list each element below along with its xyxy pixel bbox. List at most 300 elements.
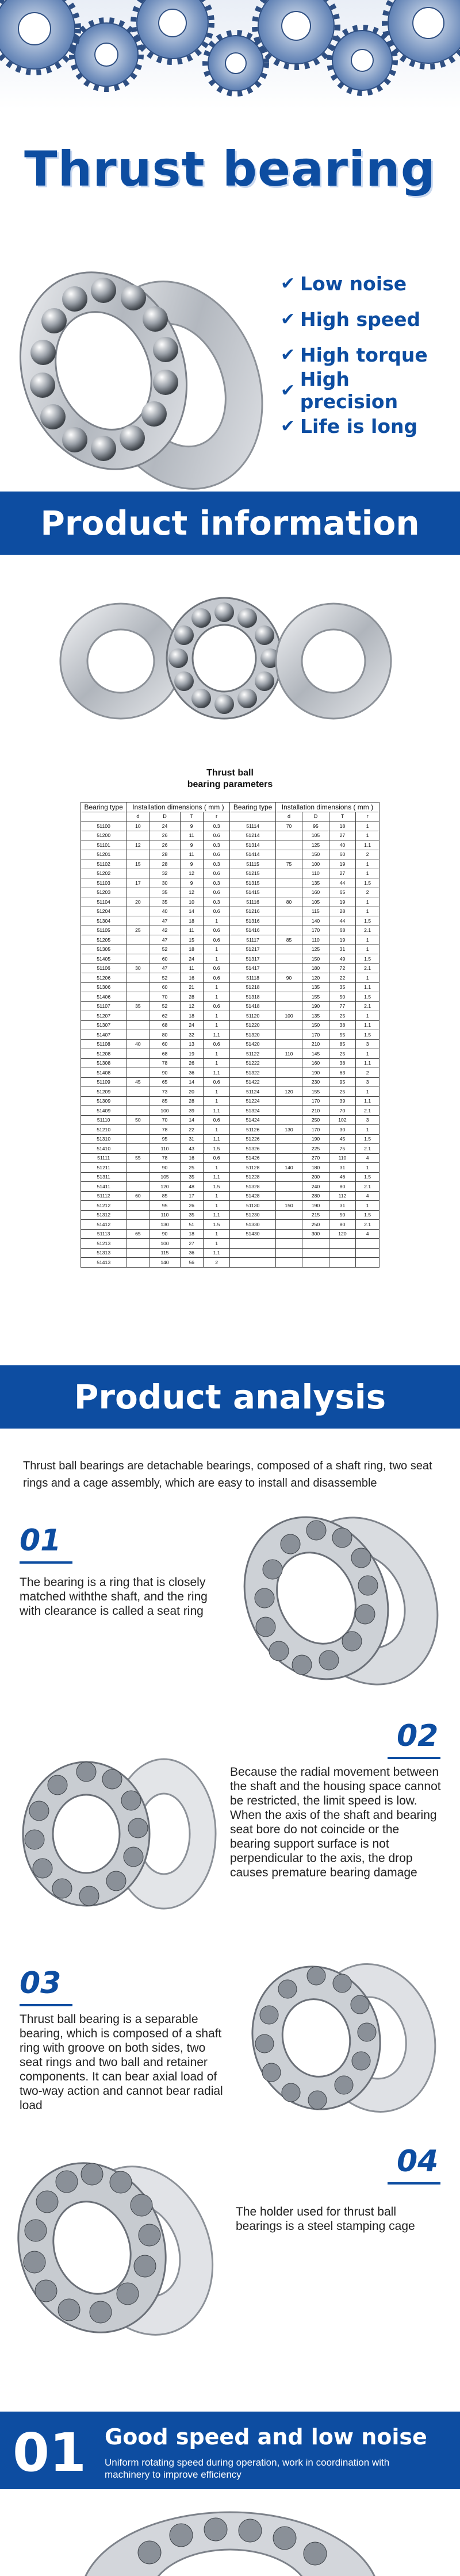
table-row	[81, 916, 379, 926]
dimension-cell: 40	[329, 840, 355, 850]
dimension-cell: 85	[150, 1191, 180, 1201]
dimension-cell: 35	[150, 897, 180, 907]
bearing-type-cell: 51107	[81, 1001, 126, 1011]
dimension-cell: 2	[203, 1258, 230, 1268]
dimension-cell	[126, 1068, 150, 1078]
dimension-cell: 24	[180, 1020, 203, 1030]
number-underline	[20, 1561, 72, 1564]
bearing-type-cell: 51113	[81, 1229, 126, 1239]
dimension-cell: 150	[302, 850, 329, 859]
bearing-type-cell: 51128	[230, 1163, 275, 1173]
dimension-cell: 52	[150, 973, 180, 983]
table-row	[81, 926, 379, 935]
dimension-cell: 51	[180, 1220, 203, 1230]
column-header: D	[302, 812, 329, 821]
column-header: T	[329, 812, 355, 821]
dimension-cell	[275, 992, 302, 1002]
bearing-type-cell: 51316	[230, 916, 275, 926]
dimension-cell: 270	[302, 1153, 329, 1163]
point-description: The bearing is a ring that is closely matched withthe shaft, and the ring with clearance is called a seat ring	[20, 1576, 208, 1618]
dimension-cell: 150	[302, 1020, 329, 1030]
bearing-type-cell	[230, 1248, 275, 1258]
dimension-cell	[275, 869, 302, 878]
dimension-cell: 20	[126, 897, 150, 907]
bearing-type-cell: 51305	[81, 945, 126, 954]
column-header: Installation dimensions ( mm )	[275, 803, 379, 812]
dimension-cell	[275, 1134, 302, 1144]
bearing-type-cell: 51208	[81, 1049, 126, 1059]
table-row	[81, 1229, 379, 1239]
dimension-cell: 18	[180, 1011, 203, 1021]
bearing-type-cell: 51217	[230, 945, 275, 954]
dimension-cell: 3	[356, 1115, 379, 1125]
feature-item	[281, 337, 453, 373]
dimension-cell	[275, 1068, 302, 1078]
dimension-cell	[275, 1182, 302, 1192]
bearing-type-cell: 51407	[81, 1030, 126, 1040]
dimension-cell	[275, 1144, 302, 1154]
dimension-cell: 19	[329, 897, 355, 907]
dimension-cell: 52	[150, 1001, 180, 1011]
table-row	[81, 1201, 379, 1211]
dimension-cell: 75	[275, 859, 302, 869]
dimension-cell: 1	[203, 1087, 230, 1097]
dimension-cell	[275, 926, 302, 935]
dimension-cell	[126, 869, 150, 878]
dimension-cell: 31	[329, 1201, 355, 1211]
table-caption-line1: Thrust ball	[206, 768, 254, 778]
dimension-cell: 72	[329, 963, 355, 973]
section-title: Product information	[40, 504, 420, 543]
dimension-cell: 0.3	[203, 821, 230, 831]
dimension-cell: 9	[180, 821, 203, 831]
dimension-cell: 35	[180, 1172, 203, 1182]
dimension-cell: 90	[150, 1229, 180, 1239]
dimension-cell: 1	[356, 945, 379, 954]
dimension-cell: 1	[203, 992, 230, 1002]
point-number: 03	[20, 1966, 62, 2001]
dimension-cell: 31	[180, 1134, 203, 1144]
dimension-cell: 60	[150, 982, 180, 992]
bearing-angled-image	[230, 1506, 448, 1696]
bearing-type-cell: 51312	[81, 1210, 126, 1220]
dimension-cell	[275, 1229, 302, 1239]
dimension-cell: 120	[329, 1229, 355, 1239]
bearing-type-cell: 51224	[230, 1096, 275, 1106]
dimension-cell: 9	[180, 840, 203, 850]
dimension-cell: 85	[275, 935, 302, 945]
dimension-cell: 100	[150, 1239, 180, 1249]
dimension-cell	[126, 888, 150, 897]
dimension-cell: 24	[180, 954, 203, 964]
bearing-type-cell: 51330	[230, 1220, 275, 1230]
dimension-cell: 78	[150, 1058, 180, 1068]
bearing-exploded-image	[12, 1748, 224, 1920]
dimension-cell: 18	[180, 1229, 203, 1239]
bearing-type-cell: 51409	[81, 1106, 126, 1116]
dimension-cell	[275, 954, 302, 964]
dimension-cell: 78	[150, 1153, 180, 1163]
table-row	[81, 1096, 379, 1106]
dimension-cell	[356, 1248, 379, 1258]
dimension-cell: 49	[329, 954, 355, 964]
dimension-cell: 1.5	[203, 1144, 230, 1154]
dimension-cell: 1.1	[356, 840, 379, 850]
feature-item	[281, 368, 453, 413]
dimension-cell: 56	[180, 1258, 203, 1268]
dimension-cell: 100	[302, 859, 329, 869]
dimension-cell: 1	[203, 1229, 230, 1239]
dimension-cell: 70	[150, 992, 180, 1002]
column-header: Bearing type	[230, 803, 275, 812]
dimension-cell: 32	[150, 869, 180, 878]
column-header: r	[203, 812, 230, 821]
dimension-cell: 230	[302, 1077, 329, 1087]
dimension-cell: 1.1	[356, 1020, 379, 1030]
dimension-cell: 68	[150, 1049, 180, 1059]
bearing-type-cell: 51424	[230, 1115, 275, 1125]
dimension-cell	[126, 1258, 150, 1268]
dimension-cell	[126, 907, 150, 916]
dimension-cell: 31	[329, 945, 355, 954]
dimension-cell: 52	[150, 945, 180, 954]
dimension-cell: 1.1	[203, 1172, 230, 1182]
dimension-cell	[275, 888, 302, 897]
table-row	[81, 897, 379, 907]
dimension-cell: 0.6	[203, 869, 230, 878]
dimension-cell: 16	[180, 1153, 203, 1163]
dimension-cell: 21	[180, 982, 203, 992]
table-row	[81, 1058, 379, 1068]
dimension-cell: 38	[329, 1020, 355, 1030]
bearing-type-cell: 51126	[230, 1125, 275, 1135]
bearing-type-cell: 51207	[81, 1011, 126, 1021]
dimension-cell: 1	[203, 982, 230, 992]
dimension-cell: 43	[180, 1144, 203, 1154]
dimension-cell: 240	[302, 1182, 329, 1192]
bearing-type-cell: 51320	[230, 1030, 275, 1040]
bearing-type-cell: 51104	[81, 897, 126, 907]
dimension-cell: 190	[302, 1134, 329, 1144]
feature-label: Low noise	[300, 272, 407, 295]
dimension-cell	[302, 1239, 329, 1249]
dimension-cell: 190	[302, 1001, 329, 1011]
bearing-type-cell: 51206	[81, 973, 126, 983]
dimension-cell: 27	[329, 831, 355, 840]
dimension-cell: 55	[329, 1030, 355, 1040]
dimension-cell: 39	[180, 1106, 203, 1116]
dimension-cell	[302, 1248, 329, 1258]
dimension-cell: 63	[329, 1068, 355, 1078]
dimension-cell: 26	[180, 1058, 203, 1068]
dimension-cell	[126, 1030, 150, 1040]
dimension-cell	[275, 850, 302, 859]
bearing-type-cell: 51112	[81, 1191, 126, 1201]
table-row	[81, 1220, 379, 1230]
dimension-cell: 105	[302, 897, 329, 907]
dimension-cell: 85	[150, 1096, 180, 1106]
dimension-cell: 0.6	[203, 963, 230, 973]
dimension-cell: 30	[126, 963, 150, 973]
dimension-cell: 1.1	[203, 1248, 230, 1258]
dimension-cell: 65	[126, 1229, 150, 1239]
dimension-cell: 1	[203, 954, 230, 964]
check-icon: ✔	[281, 380, 296, 401]
dimension-cell: 135	[302, 878, 329, 888]
dimension-cell: 1.5	[356, 916, 379, 926]
dimension-cell: 45	[329, 1134, 355, 1144]
dimension-cell: 28	[150, 859, 180, 869]
dimension-cell	[275, 1058, 302, 1068]
dimension-cell: 225	[302, 1144, 329, 1154]
bearing-type-cell: 51122	[230, 1049, 275, 1059]
column-header	[230, 812, 275, 821]
dimension-cell: 14	[180, 1115, 203, 1125]
dimension-cell: 60	[329, 850, 355, 859]
analysis-intro: Thrust ball bearings are detachable bearings, composed of a shaft ring, two seat rings and a cage assembly, which are easy to install and disassemble	[23, 1460, 432, 1489]
dimension-cell	[275, 1030, 302, 1040]
dimension-cell: 1.1	[356, 1096, 379, 1106]
point-description: The holder used for thrust ball bearings is a steel stamping cage	[236, 2205, 415, 2233]
dimension-cell	[275, 1020, 302, 1030]
dimension-cell: 50	[126, 1115, 150, 1125]
dimension-cell: 50	[329, 1210, 355, 1220]
dimension-cell: 0.6	[203, 935, 230, 945]
dimension-cell: 95	[302, 821, 329, 831]
table-body	[81, 821, 379, 1268]
dimension-cell	[275, 1248, 302, 1258]
dimension-cell: 1	[203, 1020, 230, 1030]
dimension-cell: 95	[150, 1134, 180, 1144]
dimension-cell: 2.1	[356, 926, 379, 935]
bearing-type-cell: 51314	[230, 840, 275, 850]
table-row	[81, 1106, 379, 1116]
table-row	[81, 1068, 379, 1078]
table-row	[81, 935, 379, 945]
dimension-cell: 10	[126, 821, 150, 831]
bearing-parameters-table	[80, 802, 379, 1268]
bearing-type-cell: 51204	[81, 907, 126, 916]
dimension-cell: 28	[329, 907, 355, 916]
dimension-cell: 20	[180, 1087, 203, 1097]
dimension-cell: 160	[302, 888, 329, 897]
table-row	[81, 1001, 379, 1011]
bearing-type-cell: 51215	[230, 869, 275, 878]
dimension-cell	[126, 1087, 150, 1097]
dimension-cell: 65	[150, 1077, 180, 1087]
bearing-type-cell: 51216	[230, 907, 275, 916]
bearing-type-cell: 51213	[81, 1239, 126, 1249]
advantage-number: 01	[13, 2422, 87, 2483]
dimension-cell: 12	[126, 840, 150, 850]
point-description: Because the radial movement between the shaft and the housing space cannot be restricted, the limit speed is low. When the axis of the shaft and bearing seat bore do not coincide or the bearing support surface is not perpendicular to the axis, the drop causes premature bearing damage	[230, 1765, 441, 1879]
dimension-cell	[275, 1220, 302, 1230]
dimension-cell: 17	[126, 878, 150, 888]
dimension-cell: 60	[150, 1039, 180, 1049]
dimension-cell: 125	[302, 840, 329, 850]
page-title: Thrust bearing	[24, 141, 436, 197]
dimension-cell: 0.6	[203, 1039, 230, 1049]
dimension-cell: 100	[150, 1106, 180, 1116]
dimension-cell: 68	[329, 926, 355, 935]
dimension-cell: 19	[329, 935, 355, 945]
dimension-cell: 25	[126, 926, 150, 935]
table-row	[81, 992, 379, 1002]
dimension-cell: 110	[302, 869, 329, 878]
table-row	[81, 1239, 379, 1249]
dimension-cell: 15	[180, 935, 203, 945]
dimension-cell: 44	[329, 916, 355, 926]
dimension-cell: 1	[356, 1201, 379, 1211]
dimension-cell	[302, 1258, 329, 1268]
dimension-cell: 1.1	[203, 1134, 230, 1144]
dimension-cell	[126, 916, 150, 926]
dimension-cell: 3	[356, 1039, 379, 1049]
dimension-cell	[126, 954, 150, 964]
dimension-cell	[275, 1210, 302, 1220]
table-row	[81, 973, 379, 983]
bearing-type-cell: 51118	[230, 973, 275, 983]
dimension-cell: 25	[329, 1011, 355, 1021]
dimension-cell: 28	[150, 850, 180, 859]
feature-list	[281, 266, 453, 444]
dimension-cell: 38	[329, 1058, 355, 1068]
advantage-subtitle: Uniform rotating speed during operation, work in coordination with machinery to improve efficiency	[105, 2457, 390, 2480]
dimension-cell: 4	[356, 1229, 379, 1239]
dimension-cell: 1	[356, 869, 379, 878]
dimension-cell: 110	[150, 1210, 180, 1220]
dimension-cell: 1	[203, 916, 230, 926]
dimension-cell: 80	[329, 1220, 355, 1230]
table-row	[81, 954, 379, 964]
dimension-cell	[126, 1106, 150, 1116]
table-row	[81, 878, 379, 888]
hero-section	[0, 0, 460, 517]
bearing-type-cell: 51322	[230, 1068, 275, 1078]
dimension-cell	[275, 831, 302, 840]
dimension-cell: 1	[203, 945, 230, 954]
dimension-cell: 24	[150, 821, 180, 831]
dimension-cell: 60	[150, 954, 180, 964]
dimension-cell: 55	[126, 1153, 150, 1163]
bearing-type-cell: 51410	[81, 1144, 126, 1154]
table-row	[81, 850, 379, 859]
dimension-cell: 80	[275, 897, 302, 907]
dimension-cell: 1	[203, 1011, 230, 1021]
dimension-cell: 1.1	[356, 1058, 379, 1068]
dimension-cell: 50	[329, 992, 355, 1002]
dimension-cell: 2.1	[356, 1106, 379, 1116]
dimension-cell: 14	[180, 907, 203, 916]
dimension-cell: 18	[180, 945, 203, 954]
dimension-cell: 11	[180, 831, 203, 840]
dimension-cell: 0.3	[203, 897, 230, 907]
column-header: d	[275, 812, 302, 821]
bearing-type-cell: 51415	[230, 888, 275, 897]
bearing-type-cell: 51108	[81, 1039, 126, 1049]
dimension-cell: 35	[150, 888, 180, 897]
bearing-type-cell: 51406	[81, 992, 126, 1002]
bearing-type-cell: 51417	[230, 963, 275, 973]
table-row	[81, 840, 379, 850]
dimension-cell: 170	[302, 926, 329, 935]
dimension-cell: 9	[180, 859, 203, 869]
bearing-type-cell: 51109	[81, 1077, 126, 1087]
dimension-cell: 0.6	[203, 1001, 230, 1011]
table-row	[81, 1020, 379, 1030]
thrust-bearing-image	[12, 247, 264, 500]
dimension-cell: 105	[150, 1172, 180, 1182]
feature-label: High precision	[300, 368, 398, 413]
dimension-cell: 95	[150, 1201, 180, 1211]
dimension-cell: 62	[150, 1011, 180, 1021]
dimension-cell: 27	[329, 869, 355, 878]
dimension-cell: 1	[356, 1049, 379, 1059]
dimension-cell	[126, 1020, 150, 1030]
dimension-cell	[275, 1115, 302, 1125]
dimension-cell: 1.5	[356, 1172, 379, 1182]
dimension-cell: 2	[356, 888, 379, 897]
dimension-cell: 26	[150, 840, 180, 850]
bearing-type-cell: 51110	[81, 1115, 126, 1125]
table-subheader-row	[81, 812, 379, 821]
dimension-cell: 3	[356, 1077, 379, 1087]
point-description: Thrust ball bearing is a separable bearing, which is composed of a shaft ring with groove on both sides, two seat rings and two ball and retainer components. It can bear axial load of two-way action and cannot bear radial load	[20, 2013, 223, 2112]
dimension-cell: 75	[329, 1144, 355, 1154]
dimension-cell: 250	[302, 1115, 329, 1125]
bearing-type-cell	[230, 1258, 275, 1268]
dimension-cell: 170	[302, 1125, 329, 1135]
point-number: 02	[397, 1719, 439, 1753]
bearing-type-cell: 51228	[230, 1172, 275, 1182]
dimension-cell	[126, 1248, 150, 1258]
table-row	[81, 1258, 379, 1268]
dimension-cell	[275, 945, 302, 954]
bearing-type-cell: 51211	[81, 1163, 126, 1173]
dimension-cell: 47	[150, 935, 180, 945]
dimension-cell	[126, 1210, 150, 1220]
dimension-cell: 1	[203, 1125, 230, 1135]
dimension-cell: 13	[180, 1039, 203, 1049]
dimension-cell: 1	[356, 973, 379, 983]
dimension-cell	[275, 1001, 302, 1011]
dimension-cell	[275, 1077, 302, 1087]
bearing-bottom-image	[63, 2489, 397, 2576]
bearing-type-cell: 51201	[81, 850, 126, 859]
dimension-cell	[275, 1239, 302, 1249]
dimension-cell: 70	[275, 821, 302, 831]
dimension-cell: 17	[180, 1191, 203, 1201]
dimension-cell: 47	[150, 963, 180, 973]
dimension-cell: 28	[180, 1096, 203, 1106]
bearing-type-cell: 51426	[230, 1153, 275, 1163]
section-title: Product analysis	[74, 1377, 386, 1416]
table-row	[81, 963, 379, 973]
dimension-cell	[126, 1134, 150, 1144]
dimension-cell: 40	[150, 907, 180, 916]
table-row	[81, 831, 379, 840]
dimension-cell: 85	[329, 1039, 355, 1049]
bearing-type-cell: 51428	[230, 1191, 275, 1201]
dimension-cell: 130	[150, 1220, 180, 1230]
check-icon: ✔	[281, 309, 296, 329]
dimension-cell: 112	[329, 1191, 355, 1201]
bearing-type-cell: 51210	[81, 1125, 126, 1135]
bearing-type-cell: 51422	[230, 1077, 275, 1087]
dimension-cell: 1.5	[356, 992, 379, 1002]
dimension-cell	[275, 963, 302, 973]
dimension-cell: 200	[302, 1172, 329, 1182]
